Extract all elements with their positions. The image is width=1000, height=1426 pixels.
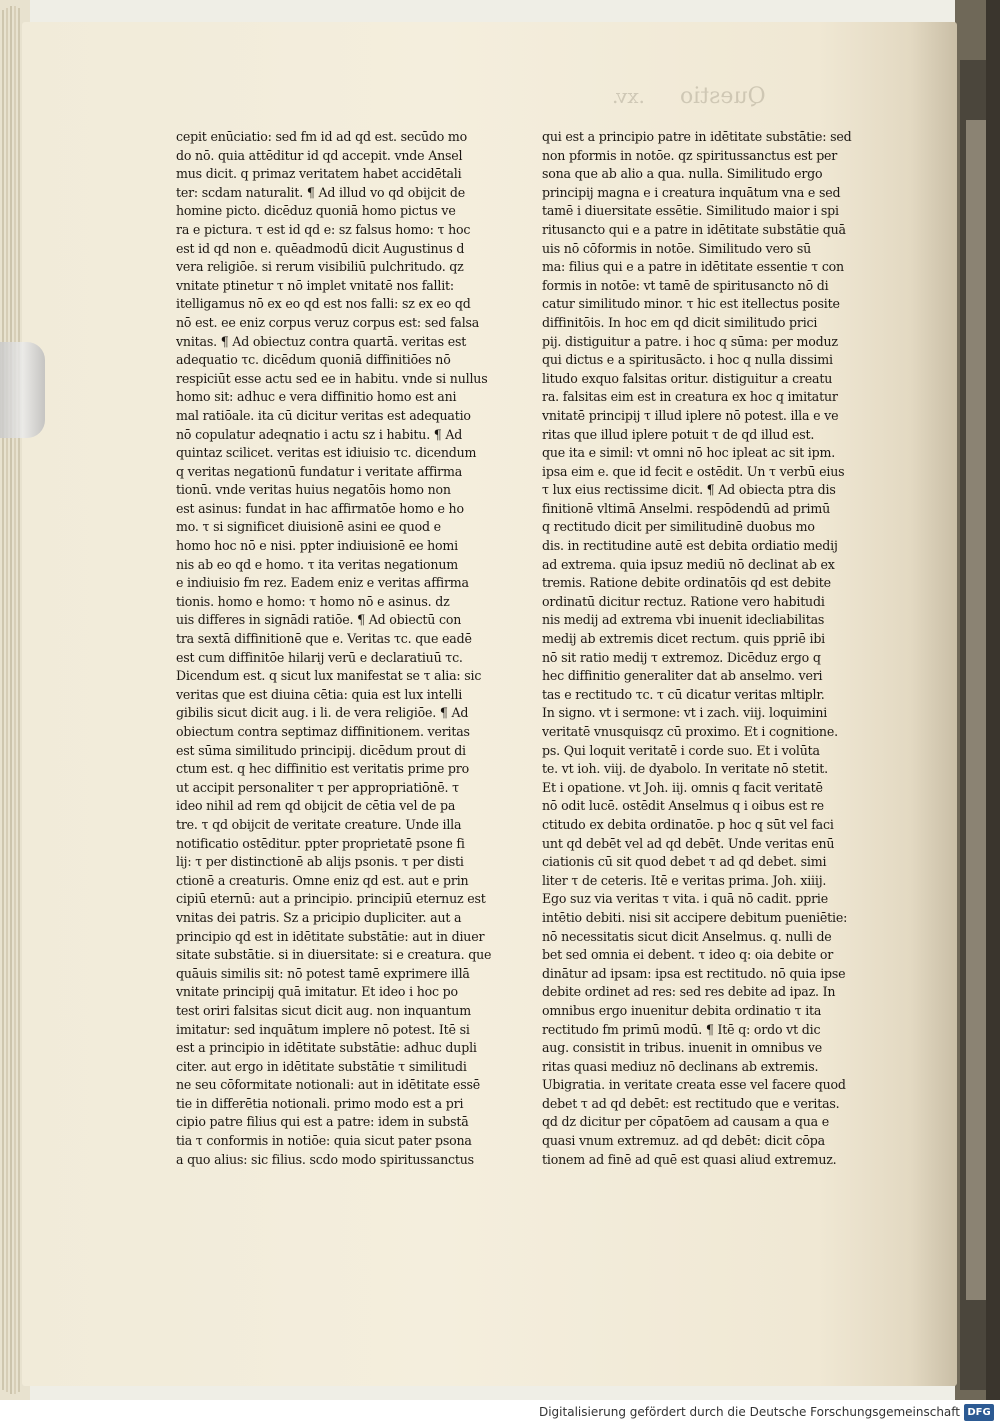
text-line: vnitate principij quā imitatur. Et ideo i hoc po <box>176 984 458 1000</box>
text-line: uis nō cōformis in notōe. Similitudo vero sū <box>542 240 812 256</box>
text-line: qui dictus e a spiritusācto. i hoc q nulla dissimi <box>542 352 833 368</box>
text-line: notificatio ostēditur. ppter proprietatē psone fi <box>176 835 465 851</box>
text-line: vnitatē principij τ illud iplere nō potest. illa e ve <box>542 407 839 423</box>
text-line: q rectitudo dicit per similitudinē duobus mo <box>542 519 815 535</box>
text-line: ritas quasi mediuz nō declinans ab extremis. <box>542 1058 819 1074</box>
text-line: ut accipit personaliter τ per appropriatiōnē. τ <box>176 779 459 795</box>
text-line: homo hoc nō e nisi. ppter indiuisionē ee homi <box>176 538 458 554</box>
text-line: est asinus: fundat in hac affirmatōe homo e ho <box>176 500 464 516</box>
text-line: nis ab eo qd e homo. τ ita veritas negationum <box>176 556 458 572</box>
text-column-left <box>176 128 516 1169</box>
text-line: mus dicit. q primaz veritatem habet accidētali <box>176 166 462 182</box>
text-line: tionem ad finē ad quē est quasi aliud extremuz. <box>542 1151 837 1167</box>
text-line: tra sextā diffinitionē que e. Veritas τc. que eadē <box>176 631 472 647</box>
text-line: ritas que illud iplere potuit τ de qd illud est. <box>542 426 815 442</box>
text-line: adequatio τc. dicēdum quoniā diffinitiōes nō <box>176 352 451 368</box>
text-line: tie in differētia notionali. primo modo est a pri <box>176 1095 464 1111</box>
text-line: dis. in rectitudine autē est debita ordiatio medij <box>542 538 838 554</box>
text-line: que ita e simil: vt omni nō hoc ipleat ac sit ipm. <box>542 445 836 461</box>
text-line: tamē i diuersitate essētie. Similitudo maior i spi <box>542 203 839 219</box>
text-line: ma: filius qui e a patre in idētitate essentie τ con <box>542 259 844 275</box>
text-line: tia τ conformis in notiōe: quia sicut pater psona <box>176 1133 472 1149</box>
text-line: ritusancto qui e a patre in idētitate substātie quā <box>542 221 846 237</box>
text-line: ideo nihil ad rem qd obijcit de cētia vel de pa <box>176 798 456 814</box>
text-line: ctum est. q hec diffinitio est veritatis prime pro <box>176 761 469 777</box>
text-line: te. vt ioh. viij. de dyabolo. In veritate nō stetit. <box>542 761 828 777</box>
text-line: homine picto. dicēduz quoniā homo pictus ve <box>176 203 456 219</box>
page-clip <box>0 342 45 438</box>
text-line: homo sit: adhuc e vera diffinitio homo est ani <box>176 389 457 405</box>
text-line: mal ratiōale. ita cū dicitur veritas est adequatio <box>176 407 471 423</box>
text-line: cipio patre filius qui est a patre: idem in substā <box>176 1114 469 1130</box>
footer-credit: Digitalisierung gefördert durch die Deutsche Forschungsgemeinschaft <box>538 1405 960 1419</box>
text-line: nō odit lucē. ostēdit Anselmus q i oibus est re <box>542 798 824 814</box>
text-line: tas e rectitudo τc. τ cū dicatur veritas mltiplr. <box>542 686 825 702</box>
show-through-running-head: Questio <box>680 84 766 109</box>
text-line: Et i opatione. vt Joh. iij. omnis q facit veritatē <box>542 779 823 795</box>
text-line: formis in notōe: vt tamē de spiritusancto nō di <box>542 277 829 293</box>
text-line: ad extrema. quia ipsuz mediū nō declinat ab ex <box>542 556 835 572</box>
text-line: unt qd debēt vel ad qd debēt. Unde veritas enū <box>542 835 835 851</box>
show-through-folio: .xv. <box>612 84 645 108</box>
text-line: τ lux eius rectissime dicit. ¶ Ad obiecta ptra dis <box>542 482 836 498</box>
text-line: ra e pictura. τ est id qd e: sz falsus homo: τ hoc <box>176 221 471 237</box>
text-line: Ego suz via veritas τ vita. i quā nō cadit. pprie <box>542 891 828 907</box>
text-column-right <box>542 128 892 1169</box>
text-line: quasi vnum extremuz. ad qd debēt: dicit cōpa <box>542 1133 825 1149</box>
text-line: vnitate ptinetur τ nō implet vnitatē nos fallit: <box>176 277 454 293</box>
text-line: nō sit ratio medij τ extremoz. Dicēduz ergo q <box>542 649 821 665</box>
text-line: q veritas negationū fundatur i veritate affirma <box>176 463 463 479</box>
text-line: cipiū eternū: aut a principio. principiū eternuz est <box>176 891 486 907</box>
text-line: tre. τ qd obijcit de veritate creature. Unde illa <box>176 816 462 832</box>
text-line: cepit enūciatio: sed fm id ad qd est. secūdo mo <box>176 129 468 144</box>
text-line: test oriri falsitas sicut dicit aug. non inquantum <box>176 1002 471 1018</box>
text-line: do nō. quia attēditur id qd accepit. vnde Ansel <box>176 147 463 163</box>
text-line: intētio debiti. nisi sit accipere debitum pueniētie: <box>542 909 848 925</box>
text-line: obiectum contra septimaz diffinitionem. veritas <box>176 724 470 739</box>
text-line: In signo. vt i sermone: vt i zach. viij. loquimini <box>542 705 828 721</box>
text-line: respiciūt esse actu sed ee in habitu. vnde si nullus <box>176 370 488 386</box>
text-line: ra. falsitas eim est in creatura ex hoc q imitatur <box>542 389 838 405</box>
text-line: omnibus ergo inuenitur debita ordinatio τ ita <box>542 1002 822 1018</box>
text-line: vera religiōe. si rerum visibiliū pulchritudo. qz <box>176 259 464 275</box>
text-line: gibilis sicut dicit aug. i li. de vera religiōe. ¶ Ad <box>176 705 469 721</box>
text-line: vnitas dei patris. Sz a pricipio dupliciter. aut a <box>176 909 462 925</box>
text-line: ps. Qui loquit veritatē i corde suo. Et i volūta <box>542 742 820 758</box>
text-line: imitatur: sed inquātum implere nō potest. Itē si <box>176 1021 470 1037</box>
text-line: finitionē vltimā Anselmi. respōdendū ad primū <box>542 500 830 516</box>
text-line: qui est a principio patre in idētitate substātie: sed <box>542 129 852 144</box>
dfg-logo: DFG <box>964 1404 994 1421</box>
text-line: pij. distiguitur a patre. i hoc q sūma: per moduz <box>542 333 838 349</box>
text-line: lij: τ per distinctionē ab alijs psonis. τ per disti <box>176 854 464 870</box>
text-line: ne seu cōformitate notionali: aut in idētitate essē <box>176 1077 481 1093</box>
text-line: sona que ab alio a qua. nulla. Similitudo ergo <box>542 166 823 182</box>
text-line: Ubigratia. in veritate creata esse vel facere quod <box>542 1077 846 1093</box>
text-line: itelligamus nō ex eo qd est nos falli: sz ex eo qd <box>176 296 471 312</box>
text-line: a quo alius: sic filius. scdo modo spiritussanctus <box>176 1151 474 1167</box>
text-line: qd dz dicitur per cōpatōem ad causam a qua e <box>542 1114 829 1130</box>
text-line: liter τ de ceteris. Itē e veritas prima. Joh. xiiij. <box>542 872 827 888</box>
text-line: veritas que est diuina cētia: quia est lux intelli <box>176 686 463 702</box>
text-line: est a principio in idētitate substātie: adhuc dupli <box>176 1040 477 1056</box>
text-line: mo. τ si significet diuisionē asini ee quod e <box>176 519 441 535</box>
text-line: uis differes in signādi ratiōe. ¶ Ad obiectū con <box>176 612 462 628</box>
text-line: sitate substātie. si in diuersitate: si e creatura. que <box>176 947 492 963</box>
text-line: ciationis cū sit quod debet τ ad qd debet. simi <box>542 854 827 870</box>
text-line: tremis. Ratione debite ordinatōis qd est debite <box>542 575 831 591</box>
text-line: est id qd non e. quēadmodū dicit Augustinus d <box>176 240 465 256</box>
text-line: citer. aut ergo in idētitate substātie τ similitudi <box>176 1058 467 1074</box>
text-line: tionū. vnde veritas huius negatōis homo non <box>176 482 451 498</box>
text-line: Dicendum est. q sicut lux manifestat se τ alia: sic <box>176 668 482 684</box>
text-line: nō est. ee eniz corpus veruz corpus est: sed falsa <box>176 314 480 330</box>
text-line: veritatē vnusquisqz cū proximo. Et i cognitione. <box>542 724 838 739</box>
text-line: e indiuisio fm rez. Eadem eniz e veritas affirma <box>176 575 469 591</box>
text-line: principio qd est in idētitate substātie: aut in diuer <box>176 928 485 944</box>
text-line: nō copulatur adeqnatio i actu sz i habitu. ¶ Ad <box>176 426 463 442</box>
text-line: quāuis similis sit: nō potest tamē exprimere illā <box>176 965 470 981</box>
text-line: ter: scdam naturalit. ¶ Ad illud vo qd obijcit de <box>176 184 465 200</box>
text-line: rectitudo fm primū modū. ¶ Itē q: ordo vt dic <box>542 1021 821 1037</box>
text-line: ctionē a creaturis. Omne eniz qd est. aut e prin <box>176 872 469 888</box>
text-line: debet τ ad qd debēt: est rectitudo que e veritas. <box>542 1095 840 1111</box>
text-line: ctitudo ex debita ordinatōe. p hoc q sūt vel faci <box>542 816 834 832</box>
text-line: ipsa eim e. que id fecit e ostēdit. Un τ verbū eius <box>542 463 845 479</box>
text-line: nō necessitatis sicut dicit Anselmus. q. nulli de <box>542 928 832 944</box>
text-line: catur similitudo minor. τ hic est itellectus posite <box>542 296 840 312</box>
text-line: non pformis in notōe. qz spiritussanctus est per <box>542 147 838 163</box>
text-line: bet sed omnia ei debent. τ ideo q: oia debite or <box>542 947 834 963</box>
text-line: est cum diffinitōe hilarij verū e declaratiuū τc. <box>176 649 463 665</box>
footer-bar <box>0 1400 1000 1426</box>
text-line: principij magna e i creatura inquātum vna e sed <box>542 184 841 200</box>
text-line: diffinitōis. In hoc em qd dicit similitudo prici <box>542 314 818 330</box>
text-line: hec diffinitio generaliter dat ab anselmo. veri <box>542 668 823 684</box>
text-line: dinātur ad ipsam: ipsa est rectitudo. nō quia ipse <box>542 965 846 981</box>
text-line: litudo exquo falsitas oritur. distiguitur a creatu <box>542 370 833 386</box>
text-line: ordinatū dicitur rectuz. Ratione vero habitudi <box>542 593 825 609</box>
text-line: aug. consistit in tribus. inuenit in omnibus ve <box>542 1040 822 1056</box>
text-line: est sūma similitudo principij. dicēdum prout di <box>176 742 466 758</box>
text-line: debite ordinet ad res: sed res debite ad ipaz. In <box>542 984 836 1000</box>
text-line: medij ab extremis dicet rectum. quis ppriē ibi <box>542 631 826 647</box>
text-line: vnitas. ¶ Ad obiectuz contra quartā. veritas est <box>176 333 467 349</box>
text-line: tionis. homo e homo: τ homo nō e asinus. dz <box>176 593 450 609</box>
text-line: nis medij ad extrema vbi inuenit idecliabilitas <box>542 612 825 628</box>
text-line: quintaz scilicet. veritas est idiuisio τc. dicendum <box>176 445 477 461</box>
